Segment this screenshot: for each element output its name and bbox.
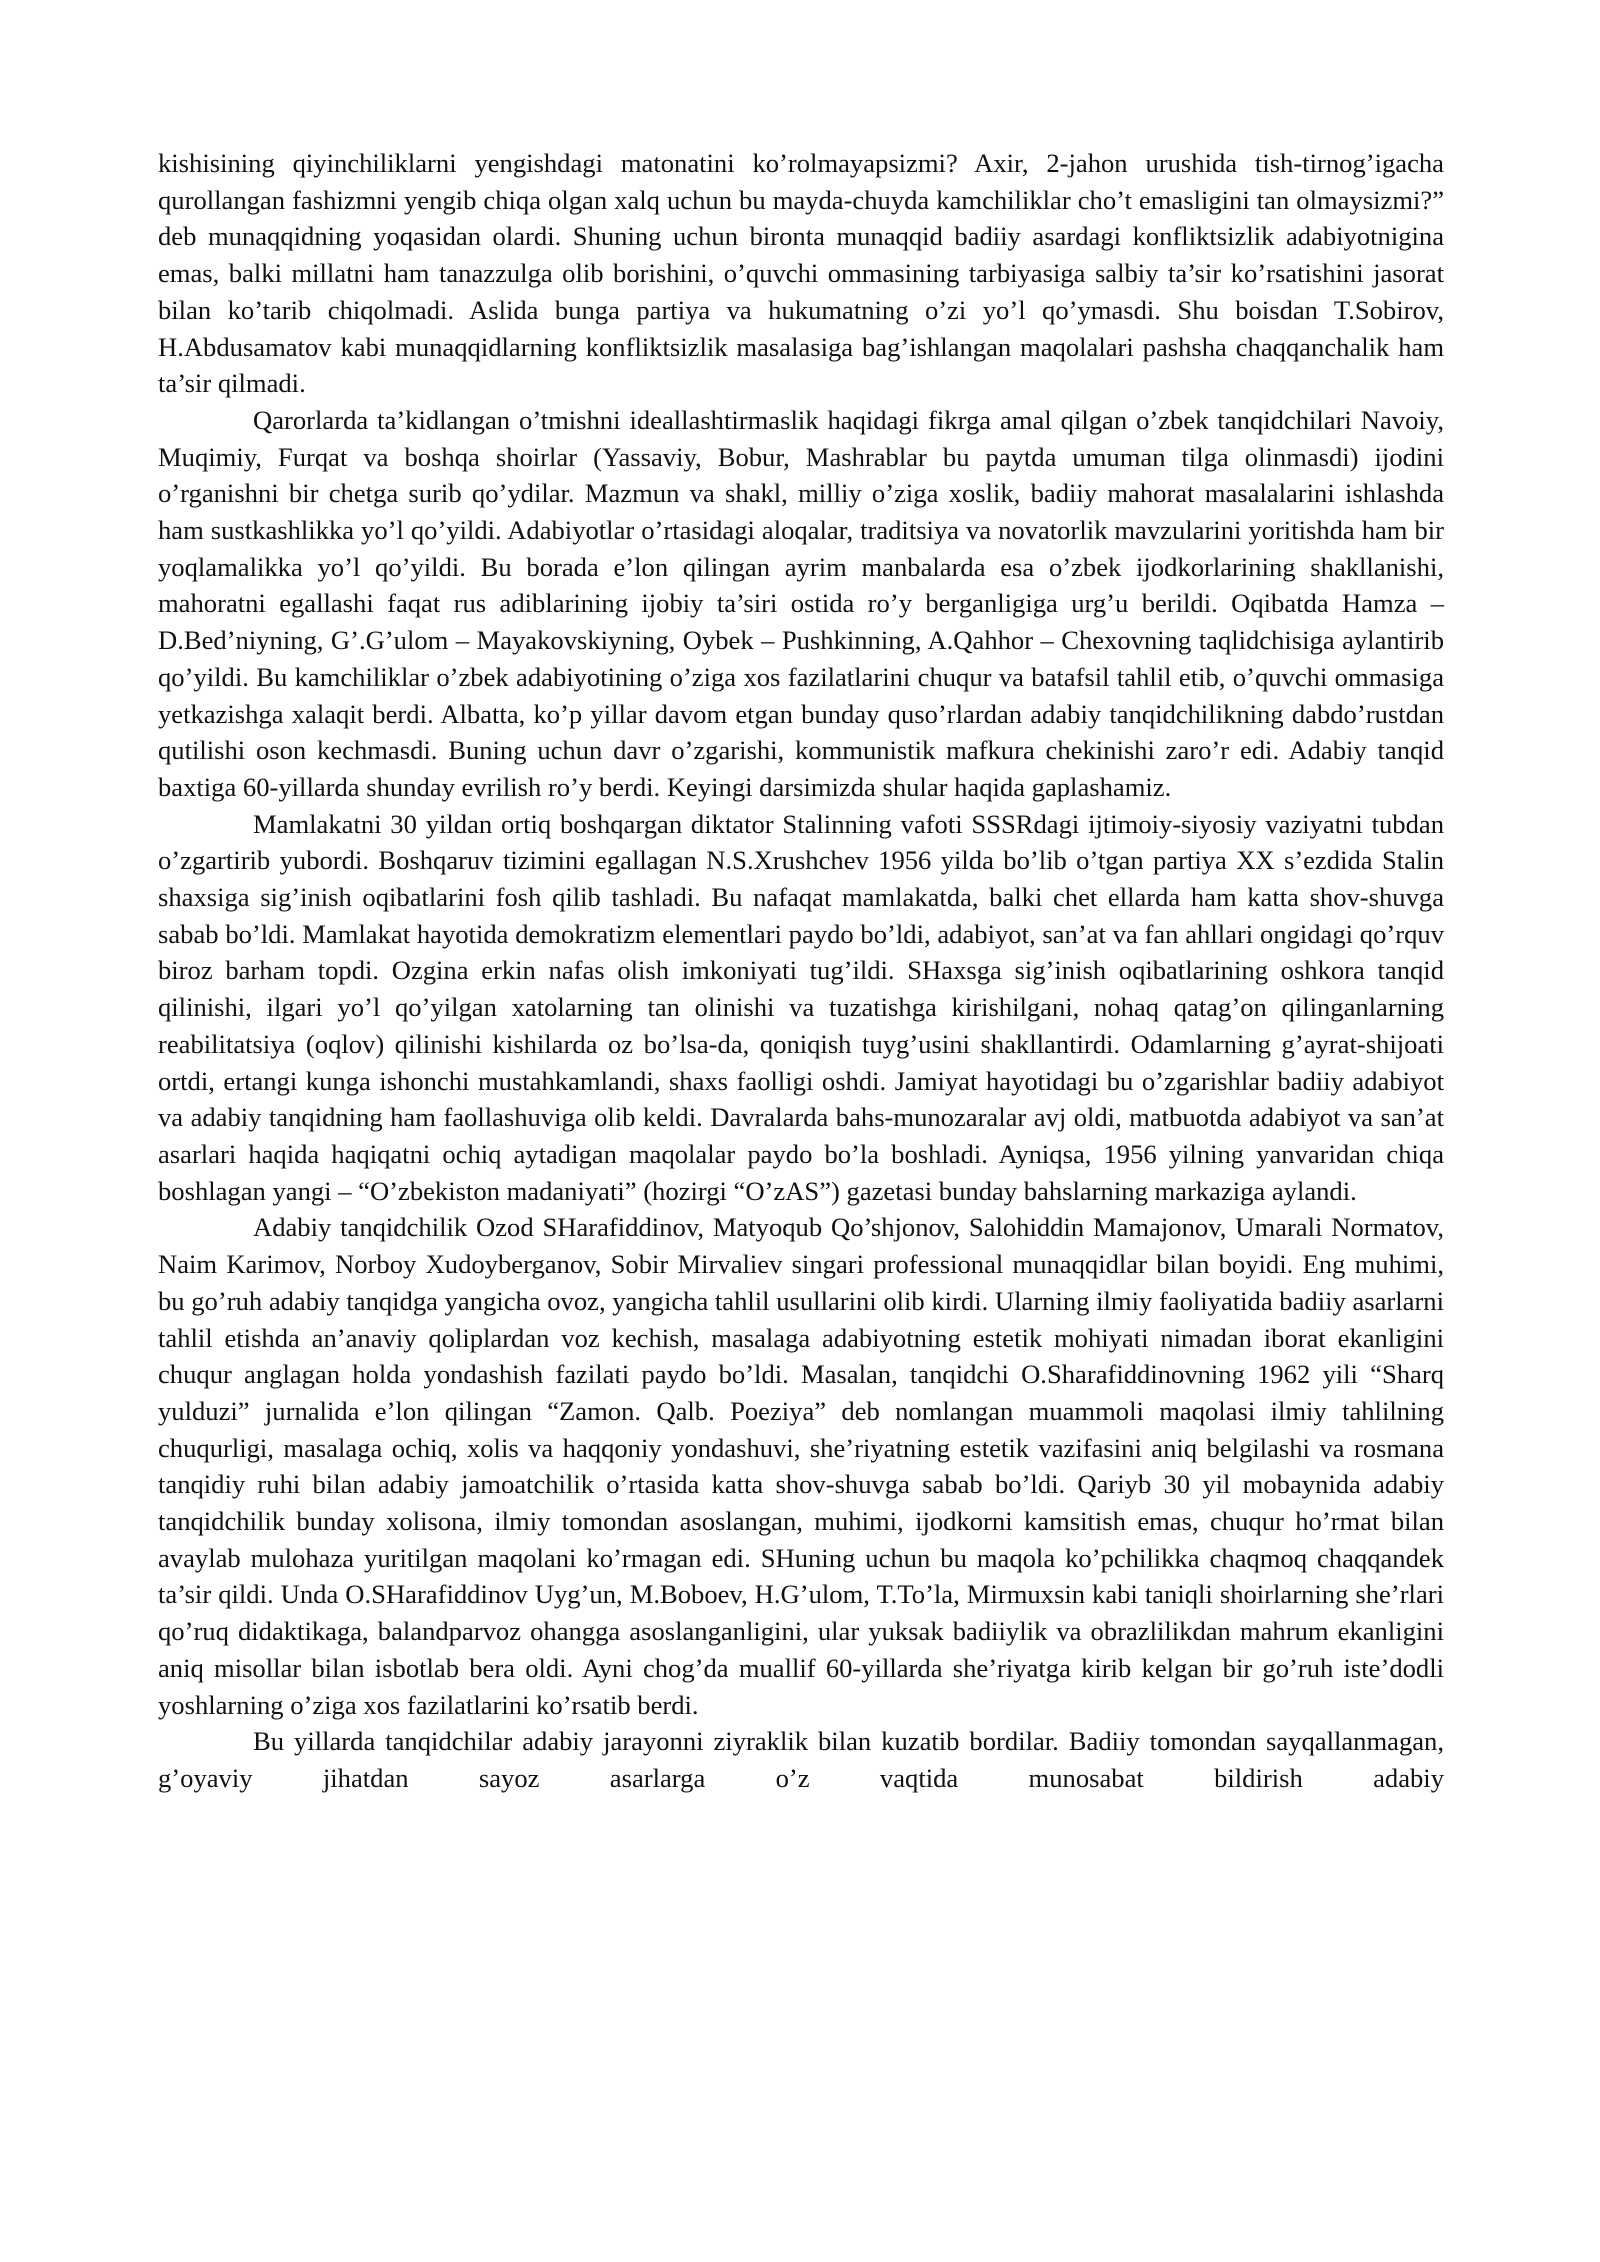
paragraph-2: Qarorlarda ta’kidlangan o’tmishni ideallashtirmaslik haqidagi fikrga amal qilgan o’zbek tanqidchilari Navoiy, Muqimiy, Furqat va boshqa shoirlar (Yassaviy, Bobur, Mashrablar bu paytda umuman tilga olinmasdi) ijodini o’rganishni bir chetga surib qo’ydilar. Mazmun va shakl, milliy o’ziga xoslik, badiiy mahorat masalalarini ishlashda ham sustkashlikka yo’l qo’yildi. Adabiyotlar o’rtasidagi aloqalar, traditsiya va novatorlik mavzularini yoritishda ham bir yoqlamalikka yo’l qo’yildi. Bu borada e’lon qilingan ayrim manbalarda esa o’zbek ijodkorlarining shakllanishi, mahoratni egallashi faqat rus adiblarining ijobiy ta’siri ostida ro’y berganligiga urg’u berildi. Oqibatda Hamza – D.Bed’niyning, G’.G’ulom – Mayakovskiyning, Oybek – Pushkinning, A.Qahhor – Chexovning taqlidchisiga aylantirib qo’yildi. Bu kamchiliklar o’zbek adabiyotining o’ziga xos fazilatlarini chuqur va batafsil tahlil etib, o’quvchi ommasiga yetkazishga xalaqit berdi. Albatta, ko’p yillar davom etgan bunday quso’rlardan adabiy tanqidchilikning dabdo’rustdan qutilishi oson kechmasdi. Buning uchun davr o’zgarishi, kommunistik mafkura chekinishi zaro’r edi. Adabiy tanqid baxtiga 60-yillarda shunday evrilish ro’y berdi. Keyingi darsimizda shular haqida gaplashamiz. [158,404,1444,802]
paragraph-4: Adabiy tanqidchilik Ozod SHarafiddinov, Matyoqub Qo’shjonov, Salohiddin Mamajonov, Umarali Normatov, Naim Karimov, Norboy Xudoyberganov, Sobir Mirvaliev singari professional munaqqidlar bilan boyidi. Eng muhimi, bu go’ruh adabiy tanqidga yangicha ovoz, yangicha tahlil usullarini olib kirdi. Ularning ilmiy faoliyatida badiiy asarlarni tahlil etishda an’anaviy qoliplardan voz kechish, masalaga adabiyotning estetik mohiyati nimadan iborat ekanligini chuqur anglagan holda yondashish fazilati paydo bo’ldi. Masalan, tanqidchi O.Sharafiddinovning 1962 yili “Sharq yulduzi” jurnalida e’lon qilingan “Zamon. Qalb. Poeziya” deb nomlangan muammoli maqolasi ilmiy tahlilning chuqurligi, masalaga ochiq, xolis va haqqoniy yondashuvi, she’riyatning estetik vazifasini aniq belgilashi va rosmana tanqidiy ruhi bilan adabiy jamoatchilik o’rtasida katta shov-shuvga sabab bo’ldi. Qariyb 30 yil mobaynida adabiy tanqidchilik bunday xolisona, ilmiy tomondan asoslangan, muhimi, ijodkorni kamsitish emas, chuqur ho’rmat bilan avaylab mulohaza yuritilgan maqolani ko’rmagan edi. SHuning uchun bu maqola ko’pchilikka chaqmoq chaqqandek ta’sir qildi. Unda O.SHarafiddinov Uyg’un, M.Boboev, H.G’ulom, T.To’la, Mirmuxsin kabi taniqli shoirlarning she’rlari qo’ruq didaktikaga, balandparvoz ohangga asoslanganligini, ular yuksak badiiylik va obrazlilikdan mahrum ekanligini aniq misollar bilan isbotlab bera oldi. Ayni chog’da muallif 60-yillarda she’riyatga kirib kelgan bir go’ruh iste’dodli yoshlarning o’ziga xos fazilatlarini ko’rsatib berdi. [158,1212,1444,1720]
paragraph-1: kishisining qiyinchiliklarni yengishdagi matonatini ko’rolmayapsizmi? Axir, 2-jahon urushida tish-tirnog’igacha qurollangan fashizmni yengib chiqa olgan xalq uchun bu mayda-chuyda kamchiliklar cho’t emasligini tan olmaysizmi?” deb munaqqidning yoqasidan olardi. Shuning uchun bironta munaqqid badiiy asardagi konfliktsizlik adabiyotnigina emas, balki millatni ham tanazzulga olib borishini, o’quvchi ommasining tarbiyasiga salbiy ta’sir ko’rsatishini jasorat bilan ko’tarib chiqolmadi. Aslida bunga partiya va hukumatning o’zi yo’l qo’ymasdi. Shu boisdan T.Sobirov, H.Abdusamatov kabi munaqqidlarning konfliktsizlik masalasiga bag’ishlangan maqolalari pashsha chaqqanchalik ham ta’sir qilmadi. [158,148,1444,399]
paragraph-5: Bu yillarda tanqidchilar adabiy jarayonni ziyraklik bilan kuzatib bordilar. Badiiy tomondan sayqallanmagan, g’oyaviy jihatdan sayoz asarlarga o’z vaqtida munosabat bildirish adabiy [158,1726,1444,1793]
paragraph-3: Mamlakatni 30 yildan ortiq boshqargan diktator Stalinning vafoti SSSRdagi ijtimoiy-siyosiy vaziyatni tubdan o’zgartirib yubordi. Boshqaruv tizimini egallagan N.S.Xrushchev 1956 yilda bo’lib o’tgan partiya XX s’ezdida Stalin shaxsiga sig’inish oqibatlarini fosh qilib tashladi. Bu nafaqat mamlakatda, balki chet ellarda ham katta shov-shuvga sabab bo’ldi. Mamlakat hayotida demokratizm elementlari paydo bo’ldi, adabiyot, san’at va fan ahllari ongidagi qo’rquv biroz barham topdi. Ozgina erkin nafas olish imkoniyati tug’ildi. SHaxsga sig’inish oqibatlarining oshkora tanqid qilinishi, ilgari yo’l qo’yilgan xatolarning tan olinishi va tuzatishga kirishilgani, nohaq qatag’on qilinganlarning reabilitatsiya (oqlov) qilinishi kishilarda oz bo’lsa-da, qoniqish tuyg’usini shakllantirdi. Odamlarning g’ayrat-shijoati ortdi, ertangi kunga ishonchi mustahkamlandi, shaxs faolligi oshdi. Jamiyat hayotidagi bu o’zgarishlar badiiy adabiyot va adabiy tanqidning ham faollashuviga olib keldi. Davralarda bahs-munozaralar avj oldi, matbuotda adabiyot va san’at asarlari haqida haqiqatni ochiq aytadigan maqolalar paydo bo’la boshladi. Ayniqsa, 1956 yilning yanvaridan chiqa boshlagan yangi – “O’zbekiston madaniyati” (hozirgi “O’zAS”) gazetasi bunday bahslarning markaziga aylandi. [158,808,1444,1206]
document-page [158,145,1444,1797]
